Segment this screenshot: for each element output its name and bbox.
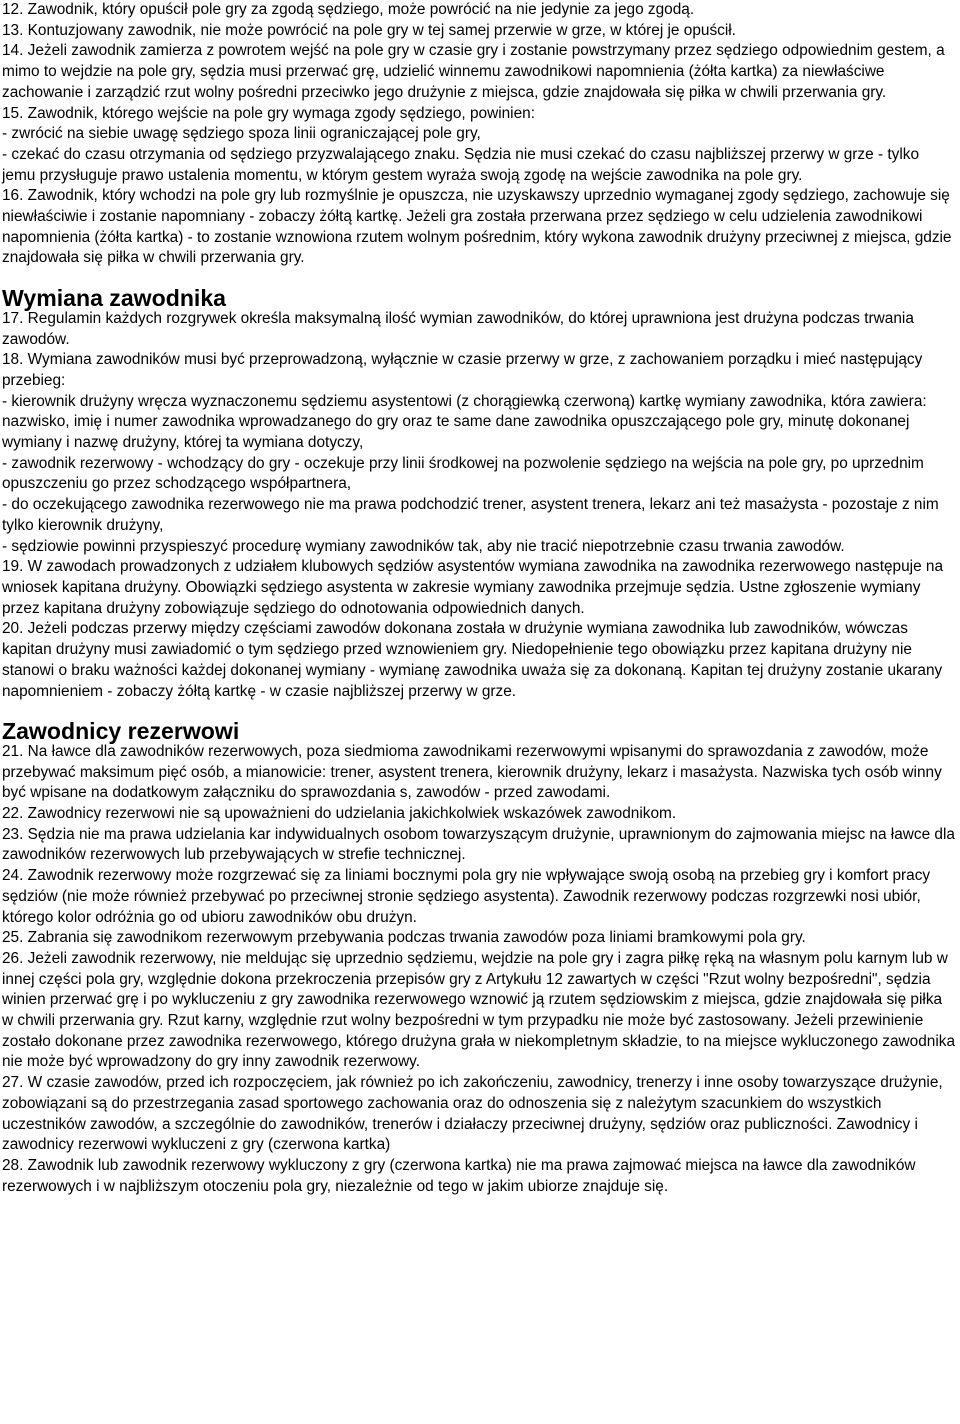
paragraph-24: 24. Zawodnik rezerwowy może rozgrzewać się za liniami bocznymi pola gry nie wpływające swoją osobą na przebieg gry i komfort pracy sędziów (nie może również przebywać po przeciwnej stronie sędziego asystenta). Zawodnik rezerwowy podczas rozgrzewki nosi ubiór, którego kolor odróżnia go od ubioru zawodników obu drużyn. bbox=[2, 867, 931, 926]
paragraph-26: 26. Jeżeli zawodnik rezerwowy, nie meldując się uprzednio sędziemu, wejdzie na pole gry i zagra piłkę ręką na własnym polu karnym lub w innej części pola gry, względnie dokona przekroczenia przepisów gry z Artykułu 12 zawartych w części "Rzut wolny bezpośredni", sędzia winien przerwać grę i po wykluczeniu z gry zawodnika rezerwowego wznowić ją rzutem sędziowskim z miejsca, gdzie znajdowała się piłka w chwili przerwania gry. Rzut karny, względnie rzut wolny bezpośredni w tym przypadku nie może być zastosowany. Jeżeli przewinienie zostało dokonane przez zawodnika rezerwowego, którego drużyna grała w niekompletnym składzie, to na miejsce wykluczonego zawodnika nie może być wprowadzony do gry inny zawodnik rezerwowy. bbox=[2, 949, 956, 1071]
paragraph-23: 23. Sędzia nie ma prawa udzielania kar indywidualnych osobom towarzyszącym drużynie, uprawnionym do zajmowania miejsc na ławce dla zawodników rezerwowych lub przebywających w strefie technicznej. bbox=[2, 825, 955, 864]
paragraph-18-bullet-1: - kierownik drużyny wręcza wyznaczonemu sędziemu asystentowi (z chorągiewką czerwoną) kartkę wymiany zawodnika, która zawiera: nazwisko, imię i numer zawodnika wprowadzanego do gry oraz te same dane zawodnika opuszczającego pole gry, minutę dokonanej wymiany i nazwę drużyny, której ta wymiana dotyczy, bbox=[2, 392, 927, 452]
paragraph-18: 18. Wymiana zawodników musi być przeprowadzoną, wyłącznie w czasie przerwy w grze, z zachowaniem porządku i mieć następujący przebieg: bbox=[2, 351, 923, 389]
paragraph-14: 14. Jeżeli zawodnik zamierza z powrotem wejść na pole gry w czasie gry i zostanie powstrzymany przez sędziego odpowiednim gestem, a mimo to wejdzie na pole gry, sędzia musi przerwać grę, udzielić winnemu zawodnikowi napomnienia (żółta kartka) za niewłaściwe zachowanie i zarządzić rzut wolny pośredni przeciwko jego drużynie z miejsca, gdzie znajdowała się piłka w chwili przerwania gry. bbox=[2, 42, 945, 101]
paragraph-19: 19. W zawodach prowadzonych z udziałem klubowych sędziów asystentów wymiana zawodnika na zawodnika rezerwowego następuje na wniosek kapitana drużyny. Obowiązki sędziego asystenta w zakresie wymiany zawodnika przejmuje sędzia. Ustne zgłoszenie wymiany przez kapitana drużyny zobowiązuje sędziego do odnotowania odpowiednich danych. bbox=[2, 558, 944, 617]
section-heading-substitution: Wymiana zawodnika bbox=[2, 285, 227, 312]
paragraph-27: 27. W czasie zawodów, przed ich rozpoczęciem, jak również po ich zakończeniu, zawodnicy, trenerzy i inne osoby towarzyszące drużynie, zobowiązani są do przestrzegania zasad sportowego zachowania oraz do odnoszenia się z należytym szacunkiem do wszystkich uczestników zawodów, a szczególnie do zawodników, trenerów i działaczy przeciwnej drużyny, sędziów oraz publiczności. Zawodnicy i zawodnicy rezerwowi wykluczeni z gry (czerwona kartka) bbox=[2, 1074, 943, 1154]
paragraph-20: 20. Jeżeli podczas przerwy między częściami zawodów dokonana została w drużynie wymiana zawodnika lub zawodników, wówczas kapitan drużyny musi zawiadomić o tym sędziego przed wznowieniem gry. Niedopełnienie tego obowiązku przez kapitana drużyny nie stanowi o braku ważności każdej dokonanej wymiany - wymianę zawodnika uważa się za dokonaną. Kapitan tej drużyny zostanie ukarany napomnieniem - zobaczy żółtą kartkę - w czasie najbliższej przerwy w grze. bbox=[2, 620, 943, 700]
paragraph-13: 13. Kontuzjowany zawodnik, nie może powrócić na pole gry w tej samej przerwie w grze, w której je opuścił. bbox=[2, 21, 736, 39]
section-heading-reserves: Zawodnicy rezerwowi bbox=[2, 718, 240, 745]
paragraph-15: 15. Zawodnik, którego wejście na pole gry wymaga zgody sędziego, powinien: bbox=[2, 104, 535, 122]
paragraph-12: 12. Zawodnik, który opuścił pole gry za zgodą sędziego, może powrócić na nie jedynie za jego zgodą. bbox=[2, 1, 695, 18]
paragraph-22: 22. Zawodnicy rezerwowi nie są upoważnieni do udzielania jakichkolwiek wskazówek zawodnikom. bbox=[2, 805, 677, 823]
paragraph-17: 17. Regulamin każdych rozgrywek określa maksymalną ilość wymian zawodników, do której uprawniona jest drużyna podczas trwania zawodów. bbox=[2, 309, 914, 348]
paragraph-28: 28. Zawodnik lub zawodnik rezerwowy wykluczony z gry (czerwona kartka) nie ma prawa zajmować miejsca na ławce dla zawodników rezerwowych i w najbliższym otoczeniu pola gry, niezależnie od tego w jakim ubiorze znajduje się. bbox=[2, 1156, 916, 1195]
paragraph-15-bullet-2: - czekać do czasu otrzymania od sędziego przyzwalającego znaku. Sędzia nie musi czekać do czasu najbliższej przerwy w grze - tylko jemu przysługuje prawo ustalenia momentu, w którym gestem wyraża swoją zgodę na wejście zawodnika na pole gry. bbox=[2, 145, 920, 184]
paragraph-25: 25. Zabrania się zawodnikom rezerwowym przebywania podczas trwania zawodów poza liniami bramkowymi pola gry. bbox=[2, 929, 806, 947]
paragraph-21: 21. Na ławce dla zawodników rezerwowych, poza siedmioma zawodnikami rezerwowymi wpisanymi do sprawozdania z zawodów, może przebywać maksimum pięć osób, a mianowicie: trener, asystent trenera, kierownik drużyny, lekarz i masażysta. Nazwiska tych osób winny być wpisane na dodatkowym załączniku do sprawozdania s, zawodów - przed zawodami. bbox=[2, 742, 942, 802]
paragraph-18-bullet-2: - zawodnik rezerwowy - wchodzący do gry - oczekuje przy linii środkowej na pozwolenie sędziego na wejścia na pole gry, po uprzednim opuszczeniu go przez schodzącego współpartnera, bbox=[2, 454, 924, 493]
paragraph-15-bullet-1: - zwrócić na siebie uwagę sędziego spoza linii ograniczającej pole gry, bbox=[2, 125, 481, 143]
paragraph-18-bullet-4: - sędziowie powinni przyspieszyć procedurę wymiany zawodników tak, aby nie tracić niepotrzebnie czasu trwania zawodów. bbox=[2, 537, 845, 555]
paragraph-18-bullet-3: - do oczekującego zawodnika rezerwowego nie ma prawa podchodzić trener, asystent trenera, lekarz ani też masażysta - pozostaje z nim tylko kierownik drużyny, bbox=[2, 496, 939, 534]
paragraph-16: 16. Zawodnik, który wchodzi na pole gry lub rozmyślnie je opuszcza, nie uzyskawszy uprzednio wymaganej zgody sędziego, zachowuje się niewłaściwie i zostanie napomniany - zobaczy żółtą kartkę. Jeżeli gra została przerwana przez sędziego w celu udzielenia zawodnikowi napomnienia (żółta kartka) - to zostanie wznowiona rzutem wolnym pośrednim, który wykona zawodnik drużyny przeciwnej z miejsca, gdzie znajdowała się piłka w chwili przerwania gry. bbox=[2, 187, 952, 267]
